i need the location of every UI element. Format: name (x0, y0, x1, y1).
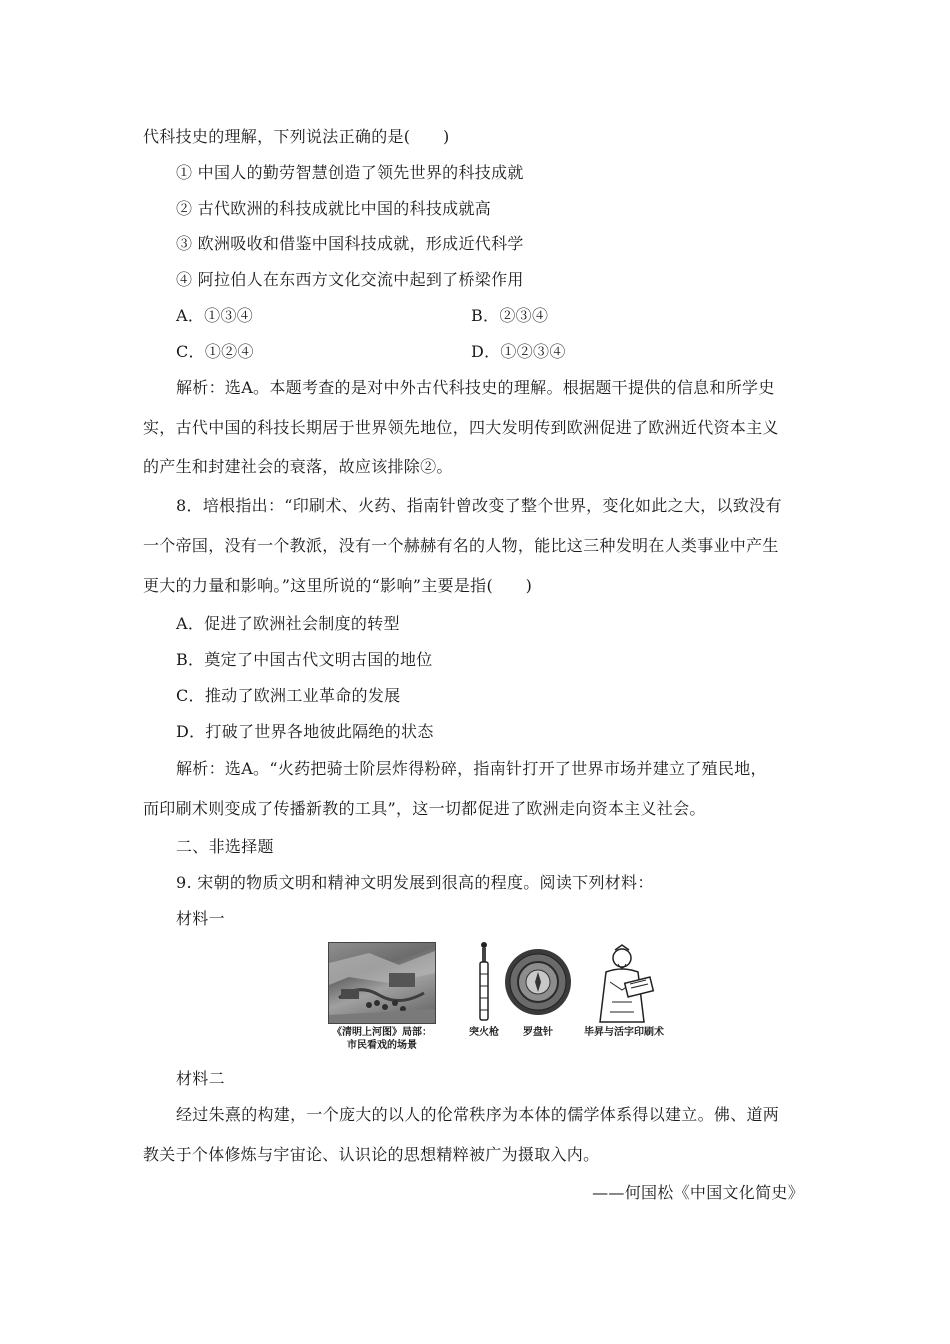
q8-option-d: D．打破了世界各地彼此隔绝的状态 (176, 722, 434, 741)
qingming-painting-image (328, 942, 436, 1024)
q7-analysis-line-3: 的产生和封建社会的衰落，故应该排除②。 (143, 457, 453, 476)
q7-option-c: C．①②④ (176, 342, 254, 361)
q7-item-3: ③ 欧洲吸收和借鉴中国科技成就，形成近代科学 (176, 234, 524, 253)
section-heading: 二、非选择题 (176, 837, 274, 856)
q7-option-d: D．①②③④ (471, 342, 566, 361)
compass-caption: 罗盘针 (523, 1027, 553, 1038)
q7-item-4: ④ 阿拉伯人在东西方文化交流中起到了桥梁作用 (176, 270, 524, 289)
material-1-label: 材料一 (176, 909, 225, 928)
painting-caption-line-2: 市民看戏的场景 (347, 1040, 417, 1051)
q7-item-2: ② 古代欧洲的科技成就比中国的科技成就高 (176, 199, 492, 218)
q8-option-c: C．推动了欧洲工业革命的发展 (176, 686, 401, 705)
q8-stem-line-2: 一个帝国，没有一个教派，没有一个赫赫有名的人物，能比这三种发明在人类事业中产生 (143, 536, 779, 555)
material-2-line-2: 教关于个体修炼与宇宙论、认识论的思想精粹被广为摄取入内。 (143, 1145, 600, 1164)
q7-item-1: ① 中国人的勤劳智慧创造了领先世界的科技成就 (176, 163, 524, 182)
q7-analysis-line-2: 实，古代中国的科技长期居于世界领先地位，四大发明传到欧洲促进了欧洲近代资本主义 (143, 418, 779, 437)
q7-stem-tail: 代科技史的理解，下列说法正确的是( ) (143, 127, 450, 146)
q9-stem: 9. 宋朝的物质文明和精神文明发展到很高的程度。阅读下列材料： (176, 873, 654, 892)
material-2-label: 材料二 (176, 1069, 225, 1088)
bi-sheng-image (588, 942, 658, 1024)
q8-option-b: B．奠定了中国古代文明古国的地位 (176, 650, 433, 669)
material-2-source: ——何国松《中国文化简史》 (592, 1183, 804, 1202)
fire-lance-image (474, 940, 494, 1024)
q8-analysis-line-2: 而印刷术则变成了传播新教的工具”，这一切都促进了欧洲走向资本主义社会。 (143, 799, 706, 818)
material-1-figure (326, 940, 706, 1060)
q8-stem-line-3: 更大的力量和影响。”这里所说的“影响”主要是指( ) (143, 576, 533, 595)
material-2-line-1: 经过朱熹的构建，一个庞大的以人的伦常秩序为本体的儒学体系得以建立。佛、道两 (176, 1105, 780, 1124)
q8-stem-line-1: 8．培根指出：“印刷术、火药、指南针曾改变了整个世界，变化如此之大，以致没有 (176, 496, 782, 515)
q7-analysis-line-1: 解析：选A。本题考查的是对中外古代科技史的理解。根据题干提供的信息和所学史 (176, 378, 775, 397)
lance-caption: 突火枪 (469, 1027, 499, 1038)
painting-caption-line-1: 《清明上河图》局部： (332, 1027, 432, 1038)
q7-option-b: B．②③④ (471, 306, 549, 325)
compass-image (504, 948, 572, 1016)
q8-option-a: A．促进了欧洲社会制度的转型 (176, 614, 400, 633)
printer-caption: 毕昇与活字印刷术 (584, 1027, 664, 1038)
q7-option-a: A．①③④ (176, 306, 254, 325)
q8-analysis-line-1: 解析：选A。“火药把骑士阶层炸得粉碎，指南针打开了世界市场并建立了殖民地， (176, 759, 767, 778)
